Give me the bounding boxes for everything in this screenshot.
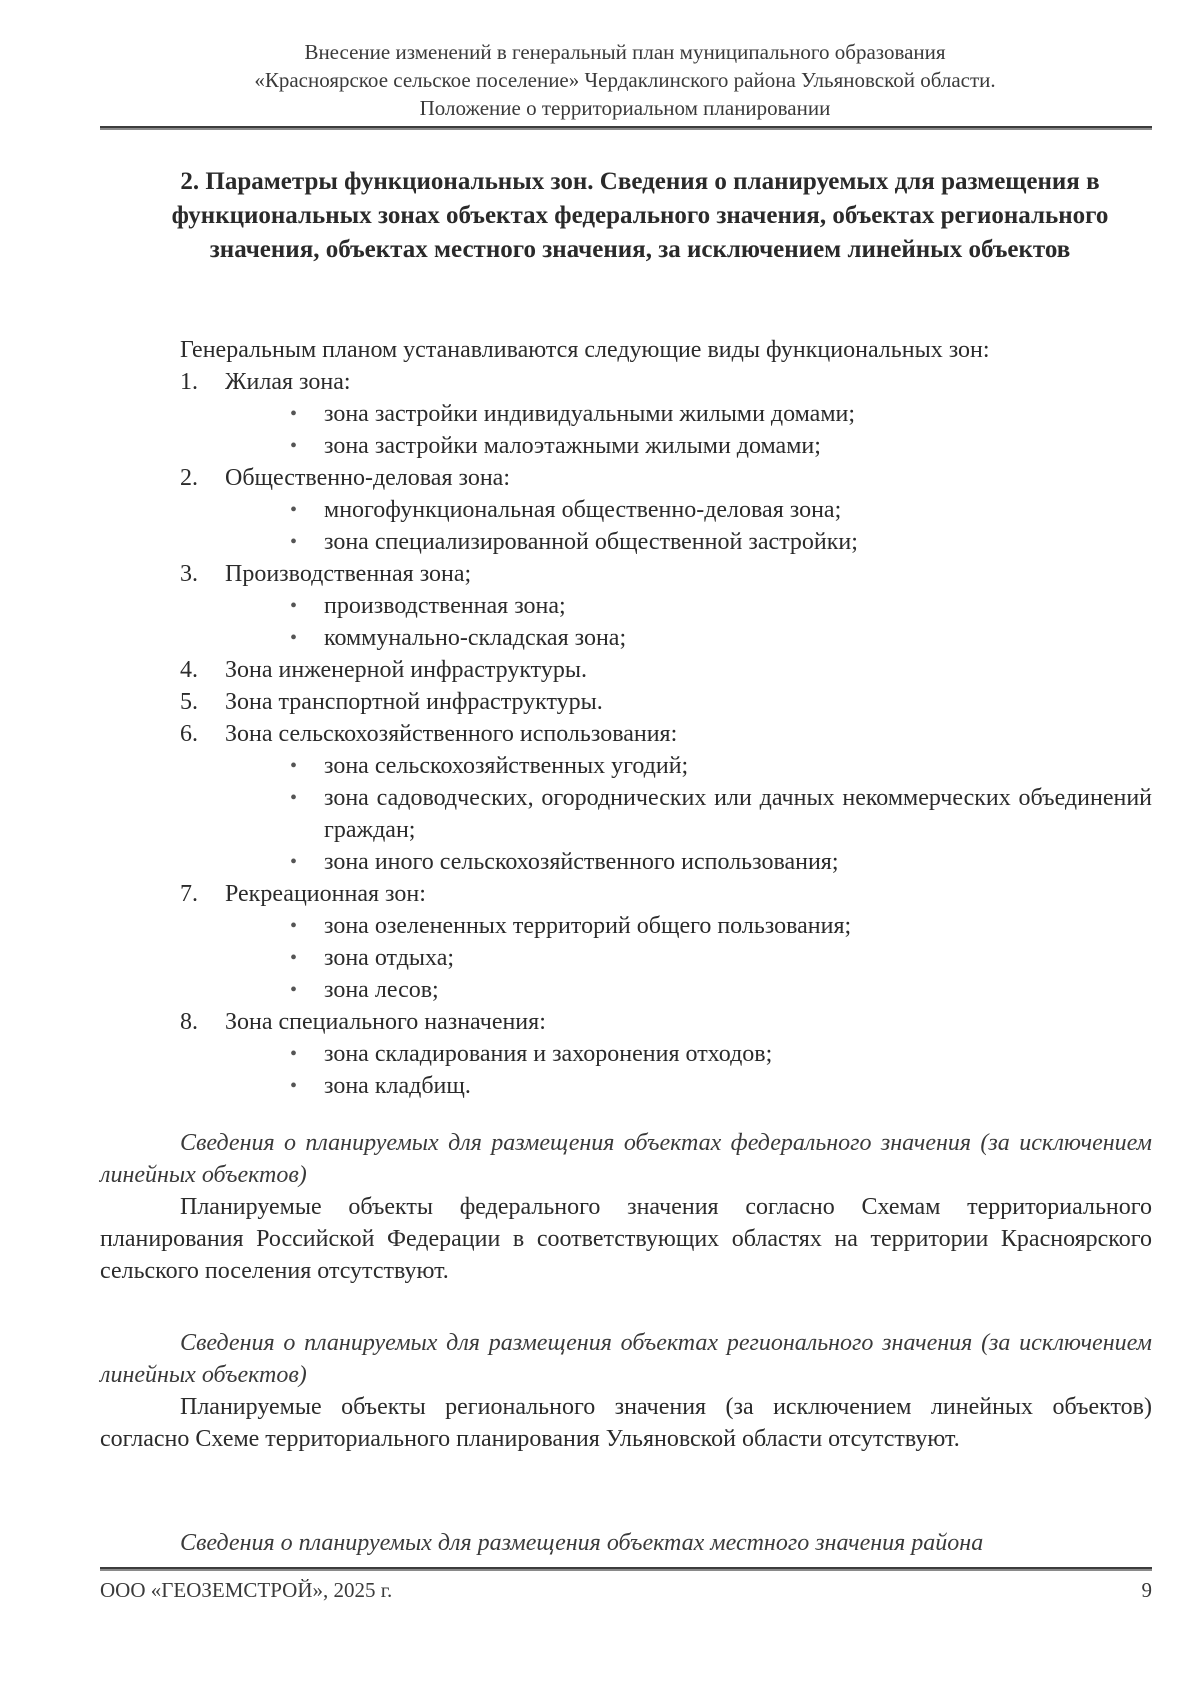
subzone-text: зона складирования и захоронения отходов; bbox=[324, 1041, 773, 1067]
subzone-text: зона отдыха; bbox=[324, 945, 455, 971]
zone-item bbox=[100, 878, 1152, 1006]
bullet-icon: • bbox=[290, 435, 298, 457]
page-header bbox=[100, 38, 1150, 122]
subzone-item bbox=[100, 750, 1152, 782]
subzone-text: зона озелененных территорий общего пользования; bbox=[324, 913, 852, 939]
zone-number: 5. bbox=[180, 689, 198, 715]
subzone-item bbox=[100, 974, 1152, 1006]
zone-number: 3. bbox=[180, 561, 198, 587]
zone-line bbox=[100, 686, 1152, 718]
subzone-item bbox=[100, 846, 1152, 878]
bullet-icon: • bbox=[290, 595, 298, 617]
subzone-text: зона садоводческих, огороднических или дачных некоммерческих объединений граждан; bbox=[324, 785, 1152, 843]
bullet-icon: • bbox=[290, 979, 298, 1001]
zone-label: Зона инженерной инфраструктуры. bbox=[225, 657, 587, 683]
subzone-item bbox=[100, 910, 1152, 942]
subzone-text: зона застройки малоэтажными жилыми домами; bbox=[324, 433, 821, 459]
bullet-icon: • bbox=[290, 787, 298, 809]
subzone-list bbox=[100, 494, 1152, 558]
regional-objects-text: Планируемые объекты регионального значения (за исключением линейных объектов) согласно Схеме территориального планирования Ульяновской области отсутствуют. bbox=[100, 1394, 1152, 1452]
footer-divider bbox=[100, 1567, 1152, 1571]
bullet-icon: • bbox=[290, 531, 298, 553]
header-line-2: «Красноярское сельское поселение» Чердаклинского района Ульяновской области. bbox=[254, 68, 996, 92]
zone-line bbox=[100, 878, 1152, 910]
zone-list bbox=[100, 366, 1152, 1102]
subzone-text: зона сельскохозяйственных угодий; bbox=[324, 753, 689, 779]
zone-item bbox=[100, 558, 1152, 654]
subzone-list bbox=[100, 590, 1152, 654]
header-line-3: Положение о территориальном планировании bbox=[419, 96, 831, 120]
subzone-item bbox=[100, 622, 1152, 654]
bullet-icon: • bbox=[290, 403, 298, 425]
zone-line bbox=[100, 654, 1152, 686]
zone-item bbox=[100, 654, 1152, 686]
zone-label: Производственная зона; bbox=[225, 561, 472, 587]
subzone-list bbox=[100, 1038, 1152, 1102]
zone-item bbox=[100, 686, 1152, 718]
bullet-icon: • bbox=[290, 915, 298, 937]
bullet-icon: • bbox=[290, 947, 298, 969]
subzone-item bbox=[100, 782, 1152, 846]
subzone-text: зона кладбищ. bbox=[324, 1073, 471, 1099]
local-objects-section bbox=[100, 1527, 1152, 1559]
subzone-item bbox=[100, 526, 1152, 558]
subzone-item bbox=[100, 430, 1152, 462]
zone-number: 8. bbox=[180, 1009, 198, 1035]
zone-item bbox=[100, 366, 1152, 462]
bullet-icon: • bbox=[290, 499, 298, 521]
zone-label: Жилая зона: bbox=[225, 369, 351, 395]
zone-line bbox=[100, 558, 1152, 590]
zone-number: 1. bbox=[180, 369, 198, 395]
zone-item bbox=[100, 718, 1152, 878]
zone-label: Зона специального назначения: bbox=[225, 1009, 546, 1035]
zone-number: 7. bbox=[180, 881, 198, 907]
subzone-item bbox=[100, 590, 1152, 622]
federal-objects-text: Планируемые объекты федерального значения согласно Схемам территориального планирования Российской Федерации в соответствующих областях на территории Красноярского сельского поселения отсутствуют. bbox=[100, 1194, 1152, 1284]
federal-objects-heading: Сведения о планируемых для размещения объектах федерального значения (за исключением линейных объектов) bbox=[100, 1130, 1152, 1188]
subzone-text: зона лесов; bbox=[324, 977, 439, 1003]
bullet-icon: • bbox=[290, 1075, 298, 1097]
zone-number: 2. bbox=[180, 465, 198, 491]
zone-label: Общественно-деловая зона: bbox=[225, 465, 510, 491]
subzone-item bbox=[100, 1038, 1152, 1070]
zone-line bbox=[100, 718, 1152, 750]
bullet-icon: • bbox=[290, 755, 298, 777]
subzone-text: коммунально-складская зона; bbox=[324, 625, 627, 651]
regional-objects-section bbox=[100, 1327, 1152, 1455]
subzone-list bbox=[100, 910, 1152, 1006]
zone-label: Зона транспортной инфраструктуры. bbox=[225, 689, 603, 715]
zone-line bbox=[100, 462, 1152, 494]
subzone-text: многофункциональная общественно-деловая зона; bbox=[324, 497, 842, 523]
subzone-text: производственная зона; bbox=[324, 593, 566, 619]
subzone-item bbox=[100, 494, 1152, 526]
regional-objects-heading: Сведения о планируемых для размещения объектах регионального значения (за исключением линейных объектов) bbox=[100, 1330, 1152, 1388]
zone-number: 4. bbox=[180, 657, 198, 683]
subzone-text: зона специализированной общественной застройки; bbox=[324, 529, 858, 555]
subzone-list bbox=[100, 750, 1152, 878]
federal-objects-section bbox=[100, 1127, 1152, 1287]
subzone-item bbox=[100, 1070, 1152, 1102]
bullet-icon: • bbox=[290, 851, 298, 873]
zone-line bbox=[100, 1006, 1152, 1038]
page-number: 9 bbox=[1141, 1578, 1152, 1602]
section-title: 2. Параметры функциональных зон. Сведения о планируемых для размещения в функциональных зонах объектах федерального значения, объектах регионального значения, объектах местного значения, за исключением линейных объектов bbox=[171, 168, 1109, 263]
zone-label: Рекреационная зон: bbox=[225, 881, 426, 907]
subzone-text: зона застройки индивидуальными жилыми домами; bbox=[324, 401, 856, 427]
zone-line bbox=[100, 366, 1152, 398]
subzone-item bbox=[100, 398, 1152, 430]
zone-item bbox=[100, 1006, 1152, 1102]
zone-label: Зона сельскохозяйственного использования: bbox=[225, 721, 678, 747]
zone-number: 6. bbox=[180, 721, 198, 747]
footer-company: ООО «ГЕОЗЕМСТРОЙ», 2025 г. bbox=[100, 1578, 393, 1602]
intro-paragraph: Генеральным планом устанавливаются следующие виды функциональных зон: bbox=[180, 337, 990, 363]
subzone-list bbox=[100, 398, 1152, 462]
zone-item bbox=[100, 462, 1152, 558]
local-objects-heading: Сведения о планируемых для размещения объектах местного значения района bbox=[180, 1530, 984, 1556]
header-line-1: Внесение изменений в генеральный план муниципального образования bbox=[304, 40, 946, 64]
header-divider bbox=[100, 126, 1152, 130]
bullet-icon: • bbox=[290, 627, 298, 649]
subzone-text: зона иного сельскохозяйственного использования; bbox=[324, 849, 839, 875]
bullet-icon: • bbox=[290, 1043, 298, 1065]
subzone-item bbox=[100, 942, 1152, 974]
